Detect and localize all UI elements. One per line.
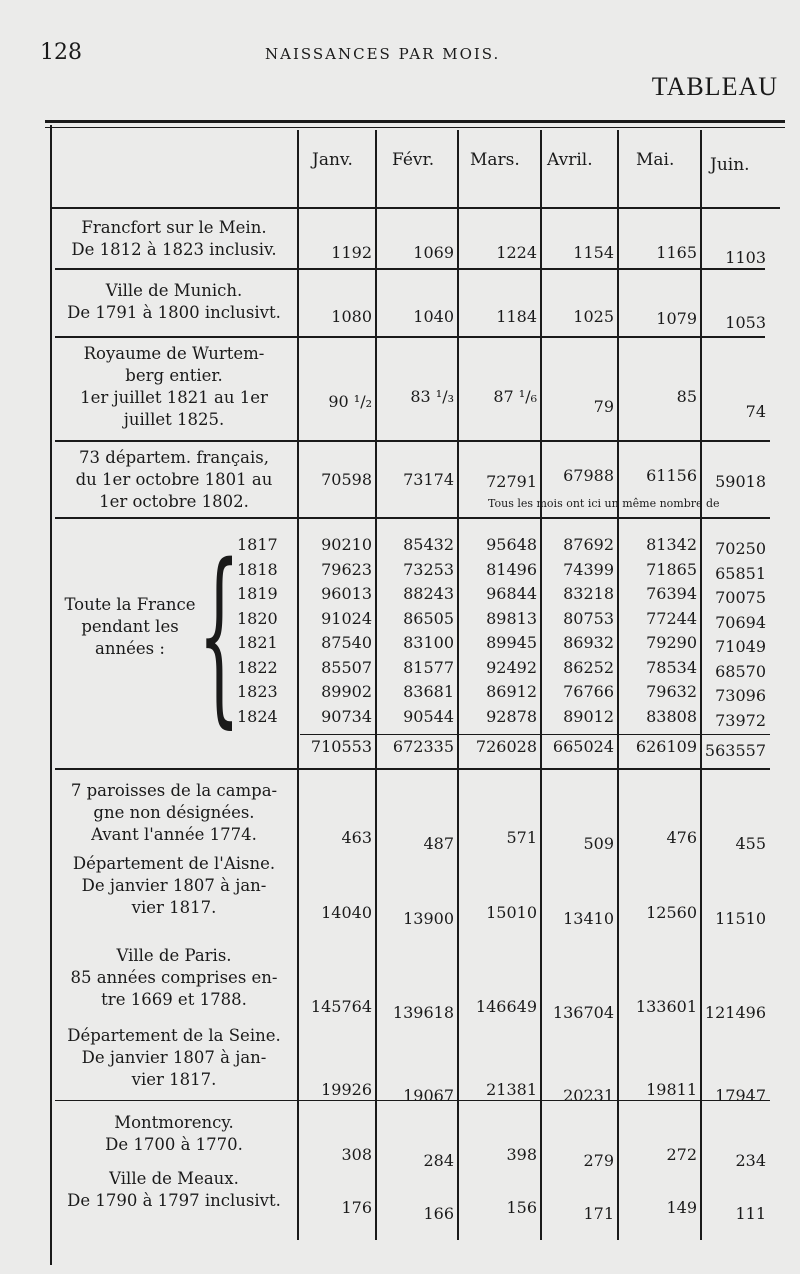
- cell: 1103: [725, 248, 766, 267]
- cell: 11510: [715, 909, 766, 928]
- cell: 308: [341, 1145, 372, 1164]
- cell: 487: [423, 834, 454, 853]
- cell: 79623: [321, 559, 372, 579]
- cell: 87 ¹/₆: [493, 387, 537, 406]
- cell: 90 ¹/₂: [328, 392, 372, 411]
- cell: 20231: [563, 1086, 614, 1105]
- row-label-wurtemberg: Royaume de Wurtem- berg entier. 1er juillet 1821 au 1er juillet 1825.: [80, 344, 268, 429]
- year-label: 1821: [237, 633, 278, 652]
- cell: 1224: [496, 243, 537, 262]
- cell: 74399: [563, 559, 614, 579]
- cell: 72791: [486, 472, 537, 491]
- cell: 86932: [563, 633, 614, 652]
- brace-symbol: {: [198, 524, 241, 745]
- cell: 284: [423, 1151, 454, 1170]
- cell: 19811: [646, 1080, 697, 1099]
- header-bottom-rule: [50, 207, 780, 209]
- column-header-feb: Févr.: [392, 150, 435, 170]
- total-cell: 710553: [310, 737, 372, 756]
- cell: 81577: [403, 657, 454, 677]
- cell: 70598: [321, 470, 372, 489]
- cell: 1080: [331, 307, 372, 326]
- row-label-francfort: Francfort sur le Mein. De 1812 à 1823 inclusiv.: [71, 218, 277, 259]
- row-label-france: Toute la France pendant les années :: [64, 595, 196, 658]
- cell: 234: [735, 1151, 766, 1170]
- cell: 86505: [403, 608, 454, 628]
- column-divider: [700, 130, 702, 1240]
- row-divider: [55, 517, 770, 519]
- cell: 476: [666, 828, 697, 847]
- cell: 90544: [403, 706, 454, 726]
- cell: 111: [735, 1204, 766, 1223]
- year-label: 1819: [237, 584, 278, 603]
- cell: 1192: [331, 243, 372, 262]
- cell: 74: [745, 402, 766, 421]
- cell: 70250: [715, 539, 766, 558]
- top-rule-thin: [45, 127, 785, 128]
- footnote-text: Tous les mois ont ici un même nombre de: [488, 497, 720, 510]
- cell: 79632: [646, 682, 697, 701]
- cell: 89902: [321, 682, 372, 701]
- cell: 83681: [403, 682, 454, 701]
- column-header-jan: Janv.: [312, 150, 353, 170]
- cell: 76394: [646, 584, 697, 603]
- cell: 12560: [646, 903, 697, 922]
- cell: 71865: [646, 559, 697, 579]
- cell: 87540: [321, 633, 372, 652]
- cell: 79290: [646, 633, 697, 652]
- row-divider: [55, 768, 770, 770]
- cell: 83808: [646, 706, 697, 726]
- cell: 92492: [486, 657, 537, 677]
- row-label-montmorency: Montmorency. De 1700 à 1770.: [105, 1113, 243, 1154]
- cell: 92878: [486, 706, 537, 726]
- cell: 1165: [656, 243, 697, 262]
- cell: 17947: [715, 1086, 766, 1105]
- left-border: [50, 125, 52, 1265]
- page-number: 128: [40, 40, 82, 65]
- cell: 463: [341, 828, 372, 847]
- cell: 70075: [715, 588, 766, 607]
- cell: 571: [506, 828, 537, 847]
- cell: 1154: [573, 243, 614, 262]
- year-label: 1818: [237, 559, 278, 579]
- cell: 78534: [646, 657, 697, 677]
- cell: 95648: [486, 535, 537, 554]
- total-cell: 726028: [475, 737, 537, 756]
- year-label: 1820: [237, 608, 278, 628]
- cell: 139618: [392, 1003, 454, 1022]
- cell: 67988: [563, 466, 614, 485]
- row-label-meaux: Ville de Meaux. De 1790 à 1797 inclusivt.: [67, 1169, 281, 1210]
- row-label-seine: Département de la Seine. De janvier 1807 à jan- vier 1817.: [67, 1026, 281, 1089]
- cell: 1079: [656, 309, 697, 328]
- cell: 65851: [715, 563, 766, 583]
- cell: 89945: [486, 633, 537, 652]
- year-label: 1822: [237, 657, 278, 677]
- cell: 121496: [704, 1003, 766, 1022]
- cell: 73253: [403, 559, 454, 579]
- cell: 146649: [475, 997, 537, 1016]
- cell: 171: [583, 1204, 614, 1223]
- row-label-munich: Ville de Munich. De 1791 à 1800 inclusivt.: [67, 281, 281, 322]
- cell: 80753: [563, 608, 614, 628]
- cell: 59018: [715, 472, 766, 491]
- cell: 89813: [486, 608, 537, 628]
- row-label-departements: 73 départem. français, du 1er octobre 1801 au 1er octobre 1802.: [75, 448, 273, 511]
- cell: 133601: [635, 997, 697, 1016]
- column-divider: [540, 130, 542, 1240]
- cell: 156: [506, 1198, 537, 1217]
- cell: 90734: [321, 706, 372, 726]
- cell: 15010: [486, 903, 537, 922]
- year-label: 1823: [237, 682, 278, 701]
- total-cell: 563557: [704, 741, 766, 760]
- cell: 455: [735, 834, 766, 853]
- cell: 77244: [646, 608, 697, 628]
- cell: 87692: [563, 535, 614, 554]
- cell: 279: [583, 1151, 614, 1170]
- cell: 85507: [321, 657, 372, 677]
- cell: 166: [423, 1204, 454, 1223]
- cell: 86252: [563, 657, 614, 677]
- cell: 1053: [725, 313, 766, 332]
- cell: 89012: [563, 706, 614, 726]
- cell: 81496: [486, 559, 537, 579]
- column-divider: [617, 130, 619, 1240]
- cell: 145764: [310, 997, 372, 1016]
- cell: 14040: [321, 903, 372, 922]
- cell: 90210: [321, 535, 372, 554]
- cell: 272: [666, 1145, 697, 1164]
- cell: 91024: [321, 608, 372, 628]
- cell: 79: [593, 397, 614, 416]
- year-label: 1817: [237, 535, 278, 554]
- column-header-jun: Juin.: [710, 155, 750, 175]
- row-divider: [55, 440, 770, 442]
- cell: 149: [666, 1198, 697, 1217]
- cell: 176: [341, 1198, 372, 1217]
- cell: 83100: [403, 633, 454, 652]
- cell: 19067: [403, 1086, 454, 1105]
- cell: 88243: [403, 584, 454, 603]
- column-header-may: Mai.: [636, 150, 675, 170]
- table-title: TABLEAU: [651, 72, 778, 101]
- total-cell: 672335: [392, 737, 454, 756]
- cell: 68570: [715, 661, 766, 681]
- cell: 61156: [646, 466, 697, 485]
- cell: 70694: [715, 612, 766, 632]
- row-label-paroisses: 7 paroisses de la campa- gne non désignées. Avant l'année 1774.: [70, 781, 278, 844]
- cell: 1184: [496, 307, 537, 326]
- cell: 1025: [573, 307, 614, 326]
- cell: 1040: [413, 307, 454, 326]
- running-title: NAISSANCES PAR MOIS.: [265, 45, 501, 63]
- cell: 73174: [403, 470, 454, 489]
- row-label-aisne: Département de l'Aisne. De janvier 1807 à jan- vier 1817.: [72, 854, 276, 917]
- row-divider: [55, 268, 765, 270]
- cell: 1069: [413, 243, 454, 262]
- top-rule-thick: [45, 120, 785, 123]
- cell: 13410: [563, 909, 614, 928]
- cell: 96844: [486, 584, 537, 603]
- cell: 96013: [321, 584, 372, 603]
- row-label-paris: Ville de Paris. 85 années comprises en- tre 1669 et 1788.: [70, 946, 278, 1009]
- cell: 83218: [563, 584, 614, 603]
- cell: 81342: [646, 535, 697, 554]
- cell: 19926: [321, 1080, 372, 1099]
- cell: 85432: [403, 535, 454, 554]
- row-divider: [55, 336, 765, 338]
- total-cell: 626109: [635, 737, 697, 756]
- cell: 71049: [715, 637, 766, 656]
- cell: 398: [506, 1145, 537, 1164]
- cell: 136704: [552, 1003, 614, 1022]
- column-divider: [457, 130, 459, 1240]
- column-header-mar: Mars.: [470, 150, 520, 170]
- column-header-apr: Avril.: [547, 150, 593, 170]
- cell: 21381: [486, 1080, 537, 1099]
- cell: 73096: [715, 686, 766, 705]
- total-cell: 665024: [552, 737, 614, 756]
- cell: 85: [676, 387, 697, 406]
- cell: 83 ¹/₃: [410, 387, 454, 406]
- cell: 86912: [486, 682, 537, 701]
- cell: 509: [583, 834, 614, 853]
- year-label: 1824: [237, 706, 278, 726]
- cell: 76766: [563, 682, 614, 701]
- column-divider: [375, 130, 377, 1240]
- cell: 13900: [403, 909, 454, 928]
- cell: 73972: [715, 710, 766, 730]
